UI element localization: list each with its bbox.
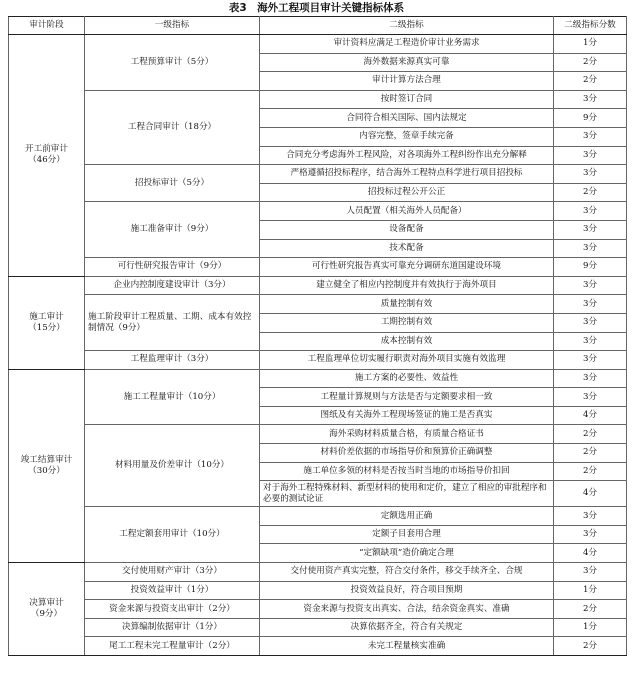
secondary-score: 1分: [554, 581, 627, 600]
secondary-score: 2分: [554, 72, 627, 91]
secondary-score: 4分: [554, 481, 627, 507]
table-row: [9, 507, 627, 526]
stage-name: 施工审计: [29, 311, 64, 322]
stage-name: 竣工结算审计: [20, 454, 73, 465]
header-stage: 审计阶段: [9, 17, 85, 35]
secondary-indicator: 招投标过程公开公正: [260, 183, 554, 202]
secondary-indicator: 材料价差依据的市场指导价和预算价正确调整: [260, 444, 554, 463]
secondary-score: 2分: [554, 444, 627, 463]
stage-cell: [9, 369, 85, 562]
secondary-indicator: 定额选用正确: [260, 507, 554, 526]
stage-cell: [9, 35, 85, 277]
secondary-score: 3分: [554, 388, 627, 407]
secondary-indicator: “定额缺项”造价确定合理: [260, 544, 554, 563]
secondary-score: 1分: [554, 35, 627, 54]
table-row: [9, 618, 627, 637]
primary-indicator: 工程监理审计（3分）: [85, 351, 260, 370]
table-row: [9, 295, 627, 314]
secondary-score: 3分: [554, 332, 627, 351]
stage-score: （46分）: [28, 155, 65, 166]
primary-indicator: 决算编制依据审计（1分）: [85, 618, 260, 637]
secondary-indicator: 工期控制有效: [260, 313, 554, 332]
table-row: [9, 165, 627, 184]
secondary-score: 1分: [554, 618, 627, 637]
secondary-score: 3分: [554, 369, 627, 388]
secondary-indicator: 审计计算方法合理: [260, 72, 554, 91]
secondary-indicator: 对于海外工程特殊材料、新型材料的使用和定价，建立了相应的审批程序和必要的测试论证: [260, 481, 554, 507]
primary-indicator: 施工工程量审计（10分）: [85, 369, 260, 425]
primary-indicator: 尾工工程未完工程量审计（2分）: [85, 637, 260, 656]
secondary-score: 2分: [554, 600, 627, 619]
header-primary-indicator: 一级指标: [85, 17, 260, 35]
primary-indicator: 工程定额套用审计（10分）: [85, 507, 260, 563]
secondary-score: 3分: [554, 276, 627, 295]
secondary-indicator: 成本控制有效: [260, 332, 554, 351]
secondary-score: 3分: [554, 525, 627, 544]
secondary-score: 3分: [554, 165, 627, 184]
table-row: [9, 369, 627, 388]
stage-name: 决算审计: [29, 598, 64, 609]
primary-indicator: 可行性研究报告审计（9分）: [85, 258, 260, 277]
secondary-score: 3分: [554, 313, 627, 332]
secondary-indicator: 决算依据齐全，符合有关规定: [260, 618, 554, 637]
secondary-score: 2分: [554, 637, 627, 656]
table-body: [9, 35, 627, 656]
primary-indicator: 工程预算审计（5分）: [85, 35, 260, 91]
secondary-score: 3分: [554, 351, 627, 370]
secondary-score: 9分: [554, 109, 627, 128]
secondary-indicator: 投资效益良好，符合项目预期: [260, 581, 554, 600]
primary-indicator: 交付使用财产审计（3分）: [85, 563, 260, 582]
primary-indicator: 施工阶段审计工程质量、工期、成本有效控制情况（9分）: [85, 295, 260, 351]
primary-indicator: 材料用量及价差审计（10分）: [85, 425, 260, 507]
secondary-score: 3分: [554, 127, 627, 146]
primary-indicator: 投资效益审计（1分）: [85, 581, 260, 600]
table-row: [9, 425, 627, 444]
secondary-score: 3分: [554, 239, 627, 258]
header-row: [9, 17, 627, 35]
secondary-indicator: 交付使用资产真实完整，符合交付条件，移交手续齐全、合规: [260, 563, 554, 582]
secondary-indicator: 资金来源与投资支出真实、合法，结余资金真实、准确: [260, 600, 554, 619]
table-row: [9, 258, 627, 277]
secondary-indicator: 审计资料应满足工程造价审计业务需求: [260, 35, 554, 54]
secondary-indicator: 工程量计算规则与方法是否与定额要求相一致: [260, 388, 554, 407]
secondary-indicator: 内容完整，签章手续完备: [260, 127, 554, 146]
table-row: [9, 637, 627, 656]
secondary-indicator: 按时签订合同: [260, 90, 554, 109]
table-row: [9, 90, 627, 109]
stage-score: （30分）: [28, 465, 65, 476]
secondary-indicator: 可行性研究报告真实可靠充分调研东道国建设环境: [260, 258, 554, 277]
stage-cell: [9, 276, 85, 369]
secondary-indicator: 工程监理单位切实履行职责对海外项目实施有效监理: [260, 351, 554, 370]
primary-indicator: 企业内控制度建设审计（3分）: [85, 276, 260, 295]
secondary-indicator: 图纸及有关海外工程现场签证的施工是否真实: [260, 406, 554, 425]
secondary-indicator: 合同符合相关国际、国内法规定: [260, 109, 554, 128]
primary-indicator: 工程合同审计（18分）: [85, 90, 260, 164]
secondary-indicator: 人员配置（相关海外人员配备）: [260, 202, 554, 221]
secondary-score: 2分: [554, 462, 627, 481]
secondary-score: 2分: [554, 53, 627, 72]
secondary-indicator: 海外数据来源真实可靠: [260, 53, 554, 72]
audit-indicator-table: [8, 16, 627, 656]
table-row: [9, 351, 627, 370]
table-caption: 表3 海外工程项目审计关键指标体系: [228, 2, 405, 14]
secondary-indicator: 施工单位多领的材料是否按当时当地的市场指导价扣回: [260, 462, 554, 481]
primary-indicator: 施工准备审计（9分）: [85, 202, 260, 258]
stage-cell: [9, 563, 85, 656]
secondary-score: 2分: [554, 183, 627, 202]
secondary-indicator: 建立健全了相应内控制度并有效执行于海外项目: [260, 276, 554, 295]
stage-score: （9分）: [30, 609, 63, 620]
secondary-score: 3分: [554, 146, 627, 165]
secondary-indicator: 未完工程量核实准确: [260, 637, 554, 656]
secondary-indicator: 严格遵循招投标程序，结合海外工程特点科学进行项目招投标: [260, 165, 554, 184]
table-row: [9, 35, 627, 54]
table-row: [9, 276, 627, 295]
secondary-indicator: 设备配备: [260, 220, 554, 239]
secondary-score: 3分: [554, 295, 627, 314]
secondary-score: 3分: [554, 90, 627, 109]
secondary-indicator: 合同充分考虑海外工程风险，对各项海外工程纠纷作出充分解释: [260, 146, 554, 165]
secondary-score: 3分: [554, 563, 627, 582]
table-row: [9, 581, 627, 600]
secondary-indicator: 定额子目套用合理: [260, 525, 554, 544]
secondary-indicator: 海外采购材料质量合格，有质量合格证书: [260, 425, 554, 444]
header-secondary-indicator: 二级指标: [260, 17, 554, 35]
secondary-indicator: 质量控制有效: [260, 295, 554, 314]
stage-name: 开工前审计: [25, 144, 68, 155]
secondary-score: 3分: [554, 507, 627, 526]
secondary-indicator: 技术配备: [260, 239, 554, 258]
primary-indicator: 资金来源与投资支出审计（2分）: [85, 600, 260, 619]
secondary-score: 3分: [554, 202, 627, 221]
header-secondary-score: 二级指标分数: [554, 17, 627, 35]
secondary-score: 4分: [554, 406, 627, 425]
secondary-score: 4分: [554, 544, 627, 563]
secondary-score: 3分: [554, 220, 627, 239]
secondary-indicator: 施工方案的必要性、效益性: [260, 369, 554, 388]
secondary-score: 2分: [554, 425, 627, 444]
table-row: [9, 563, 627, 582]
table-row: [9, 600, 627, 619]
primary-indicator: 招投标审计（5分）: [85, 165, 260, 202]
secondary-score: 9分: [554, 258, 627, 277]
stage-score: （15分）: [28, 322, 65, 333]
table-row: [9, 202, 627, 221]
